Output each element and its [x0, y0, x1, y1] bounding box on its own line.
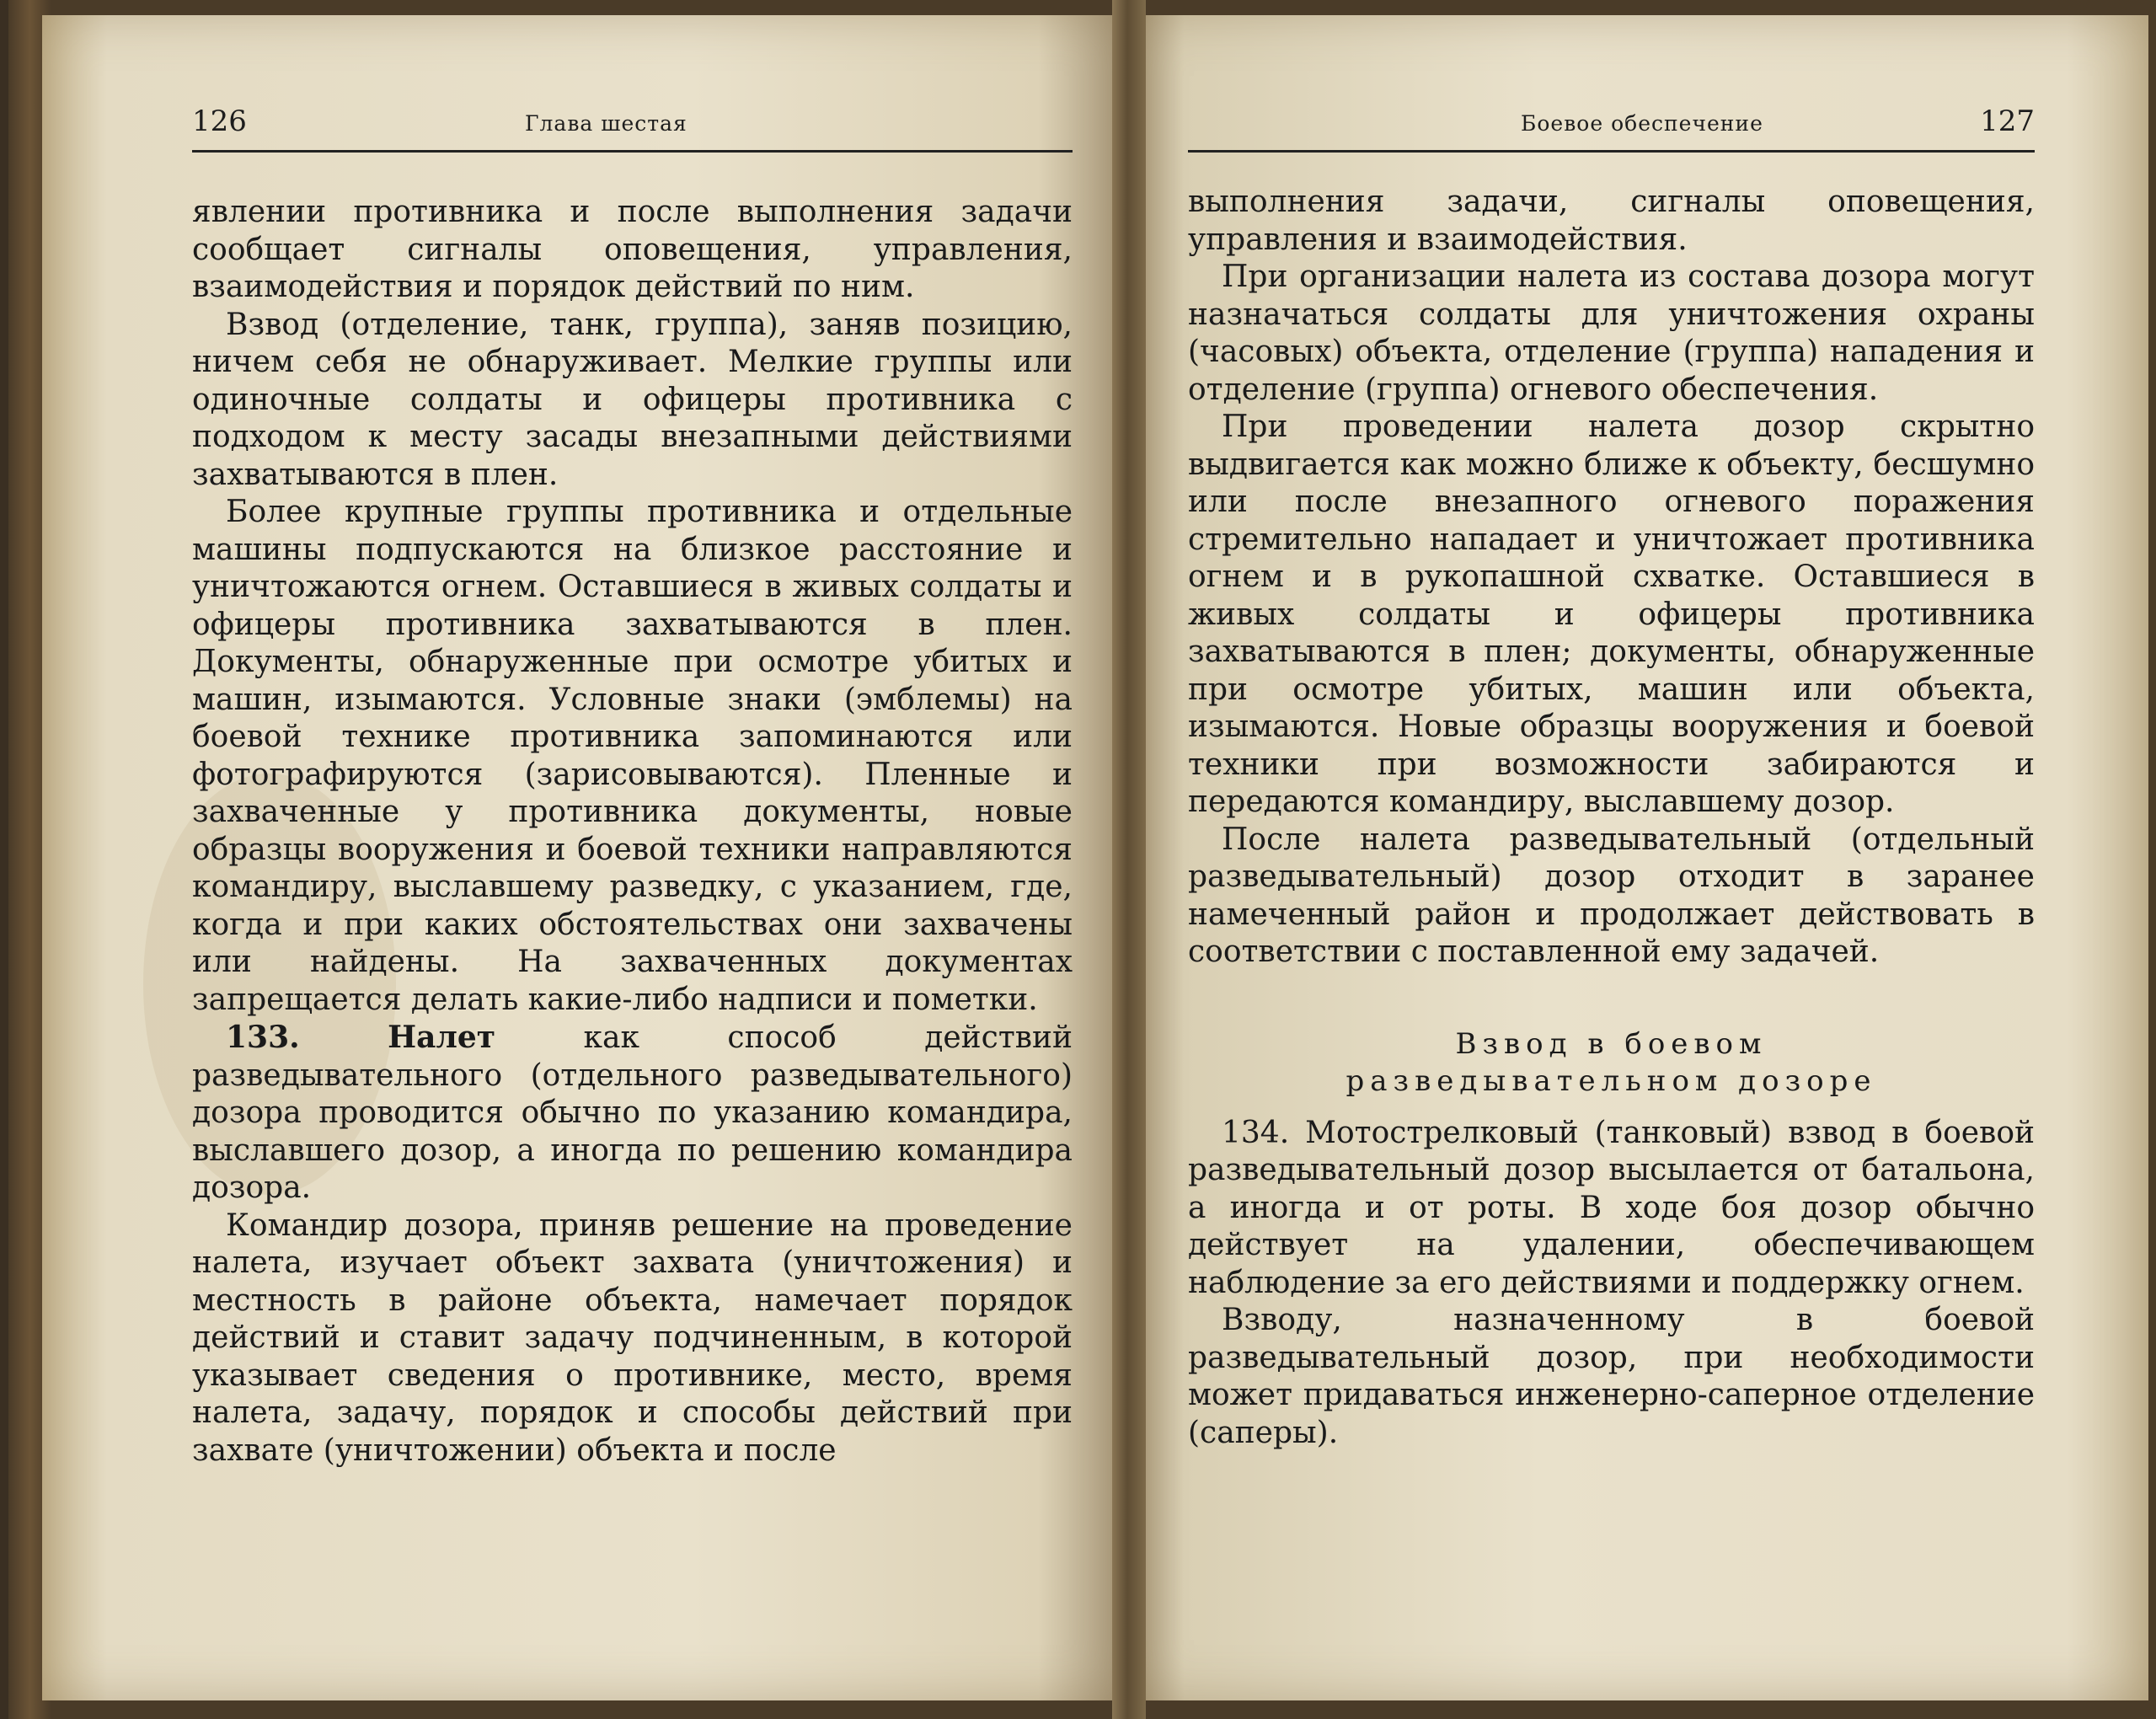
paragraph: После налета разведывательный (отдельный разведывательный) дозор отходит в заранее намеченный район и продолжает действовать в соответствии с поставленной ему задачей. — [1188, 822, 2035, 969]
right-page-header — [1188, 99, 2035, 153]
left-page-header — [192, 99, 1073, 153]
left-page-body — [192, 194, 1073, 1470]
paragraph: Более крупные группы противника и отдельные машины подпускаются на близкое расстояние и уничтожаются огнем. Оставшиеся в живых солдаты и офицеры противника захватываются в плен. Документы, обнаруженные при осмотре убитых и машин, изымаются. Условные знаки (эмблемы) на боевой технике противника запоминаются или фотографируются (зарисовываются). Пленные и захваченные у противника документы, новые образцы вооружения и боевой техники направляются командиру, выславшему разведку, с указанием, где, когда и при каких обстоятельствах они захвачены или найдены. На захваченных документах запрещается делать какие-либо надписи и пометки. — [192, 495, 1073, 1017]
paragraph-text: как способ действий разведывательного (отдельного разведывательного) дозора проводится обычно по указанию командира, выславшего дозор, а иногда по решению командира дозора. — [192, 1020, 1073, 1205]
left-page — [42, 15, 1125, 1700]
right-page-body — [1188, 184, 2035, 1452]
book-spine — [1112, 0, 1146, 1719]
paragraph: явлении противника и после выполнения задачи сообщает сигналы оповещения, управления, взаимодействия и порядок действий по ним. — [192, 195, 1073, 304]
paragraph: Взвод (отделение, танк, группа), заняв позицию, ничем себя не обнаруживает. Мелкие группы или одиночные солдаты и офицеры противника с подходом к месту засады внезапными действиями захватываются в плен. — [192, 307, 1073, 492]
paragraph-term: Налет — [388, 1020, 496, 1055]
section-title — [1188, 1026, 2035, 1100]
paragraph: 134. Мотострелковый (танковый) взвод в боевой разведывательный дозор высылается от батальона, а иногда и от роты. В ходе боя дозор обычно действует на удалении, обеспечивающем наблюдение за его действиями и поддержку огнем. — [1188, 1115, 2035, 1300]
running-head: Боевое обеспечение — [1521, 111, 1763, 136]
section-title-line: разведывательном дозоре — [1345, 1063, 1877, 1098]
page-number: 126 — [192, 104, 247, 138]
paragraph-number: 133. — [226, 1020, 300, 1055]
paragraph: При проведении налета дозор скрытно выдвигается как можно ближе к объекту, бесшумно или после внезапного огневого поражения стремительно нападает и уничтожает противника огнем и в рукопашной схватке. Оставшиеся в живых солдаты и офицеры противника захватываются в плен; документы, обнаруженные при осмотре убитых, машин или объекта, изымаются. Новые образцы вооружения и боевой техники при возможности забираются и передаются командиру, выславшему дозор. — [1188, 410, 2035, 819]
section-title-line: Взвод в боевом — [1455, 1026, 1768, 1061]
running-head: Глава шестая — [525, 111, 687, 136]
paragraph: выполнения задачи, сигналы оповещения, управления и взаимодействия. — [1188, 185, 2035, 257]
paragraph: Взводу, назначенному в боевой разведывательный дозор, при необходимости может придаваться инженерно-саперное отделение (саперы). — [1188, 1303, 2035, 1450]
paragraph: При организации налета из состава дозора могут назначаться солдаты для уничтожения охраны (часовых) объекта, отделение (группа) нападения и отделение (группа) огневого обеспечения. — [1188, 260, 2035, 407]
right-page — [1133, 15, 2148, 1700]
paragraph: Командир дозора, приняв решение на проведение налета, изучает объект захвата (уничтожения) и местность в районе объекта, намечает порядок действий и ставит задачу подчиненным, в которой указывает сведения о противнике, место, время налета, задачу, порядок и способы действий при захвате (уничтожении) объекта и после — [192, 1208, 1073, 1468]
numbered-paragraph — [192, 1019, 1073, 1208]
open-book — [8, 0, 2156, 1719]
page-number: 127 — [1980, 104, 2035, 138]
